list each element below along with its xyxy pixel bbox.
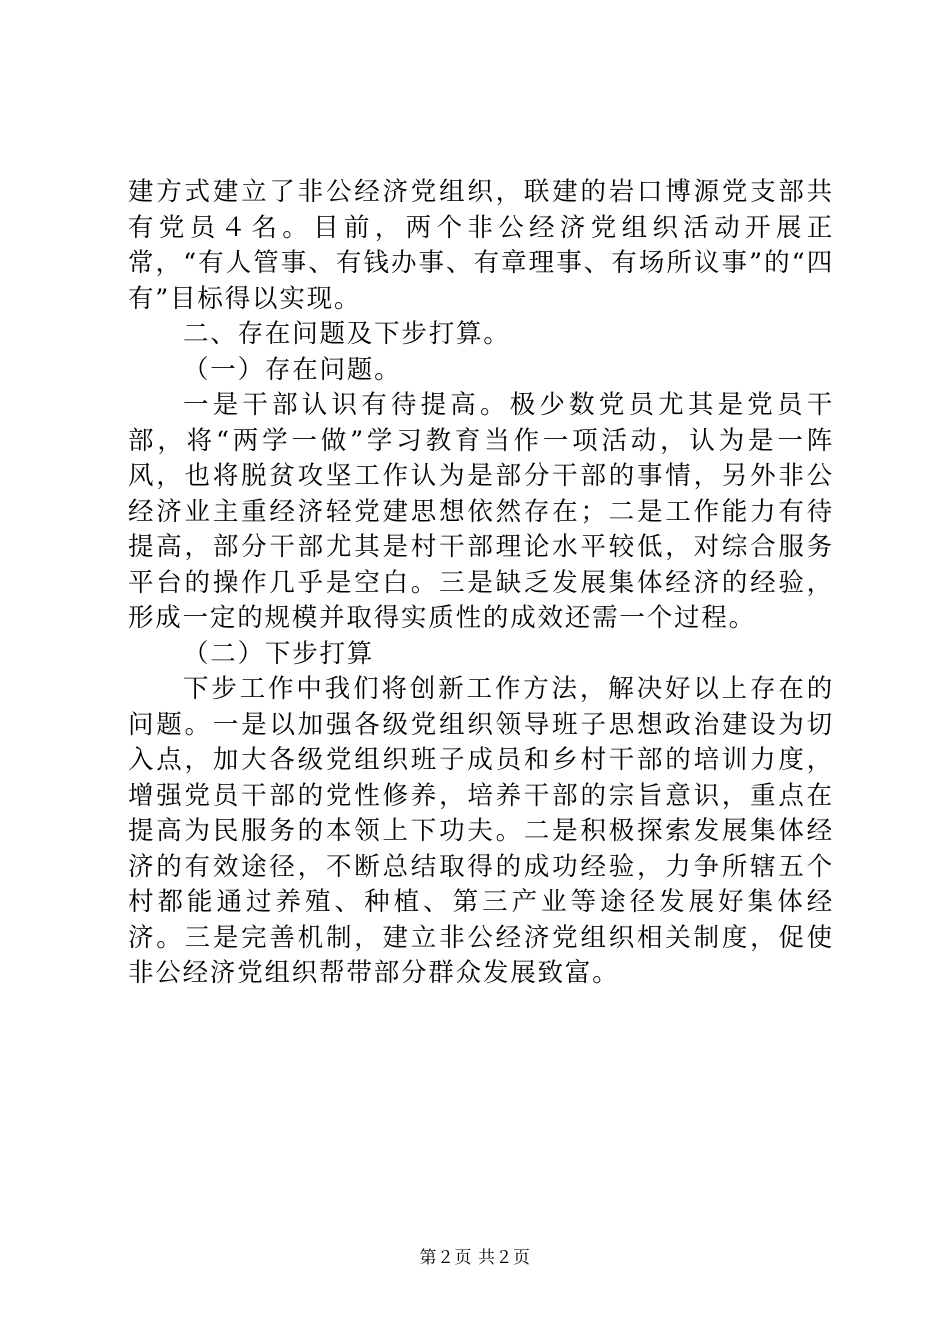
subheading-next-steps: （二）下步打算 xyxy=(183,638,375,669)
paragraph-continuation: 建方式建立了非公经济党组织，联建的岩口博源党支部共有党员４名。目前，两个非公经济党组织活动开展正常，“有人管事、有钱办事、有章理事、有场所议事”的“四有”目标得以实现。 xyxy=(128,177,834,314)
page-footer: 第２页 共２页 xyxy=(419,1248,531,1268)
document-body xyxy=(128,175,834,992)
section-heading-problems-and-plans: 二、存在问题及下步打算。 xyxy=(183,319,511,349)
paragraph-problems: 一是干部认识有待提高。极少数党员尤其是党员干部，将“两学一做”学习教育当作一项活动，认为是一阵风，也将脱贫攻坚工作认为是部分干部的事情，另外非公经济业主重经济轻党建思想依然存在；二是工作能力有待提高，部分干部尤其是村干部理论水平较低，对综合服务平台的操作几乎是空白。三是缺乏发展集体经济的经验，形成一定的规模并取得实质性的成效还需一个过程。 xyxy=(128,390,834,633)
subheading-existing-problems: （一）存在问题。 xyxy=(183,354,402,385)
paragraph-next-steps: 下步工作中我们将创新工作方法，解决好以上存在的问题。一是以加强各级党组织领导班子思想政治建设为切入点，加大各级党组织班子成员和乡村干部的培训力度，增强党员干部的党性修养，培养干部的宗旨意识，重点在提高为民服务的本领上下功夫。二是积极探索发展集体经济的有效途径，不断总结取得的成功经验，力争所辖五个村都能通过养殖、种植、第三产业等途径发展好集体经济。三是完善机制，建立非公经济党组织相关制度，促使非公经济党组织帮带部分群众发展致富。 xyxy=(128,674,834,988)
